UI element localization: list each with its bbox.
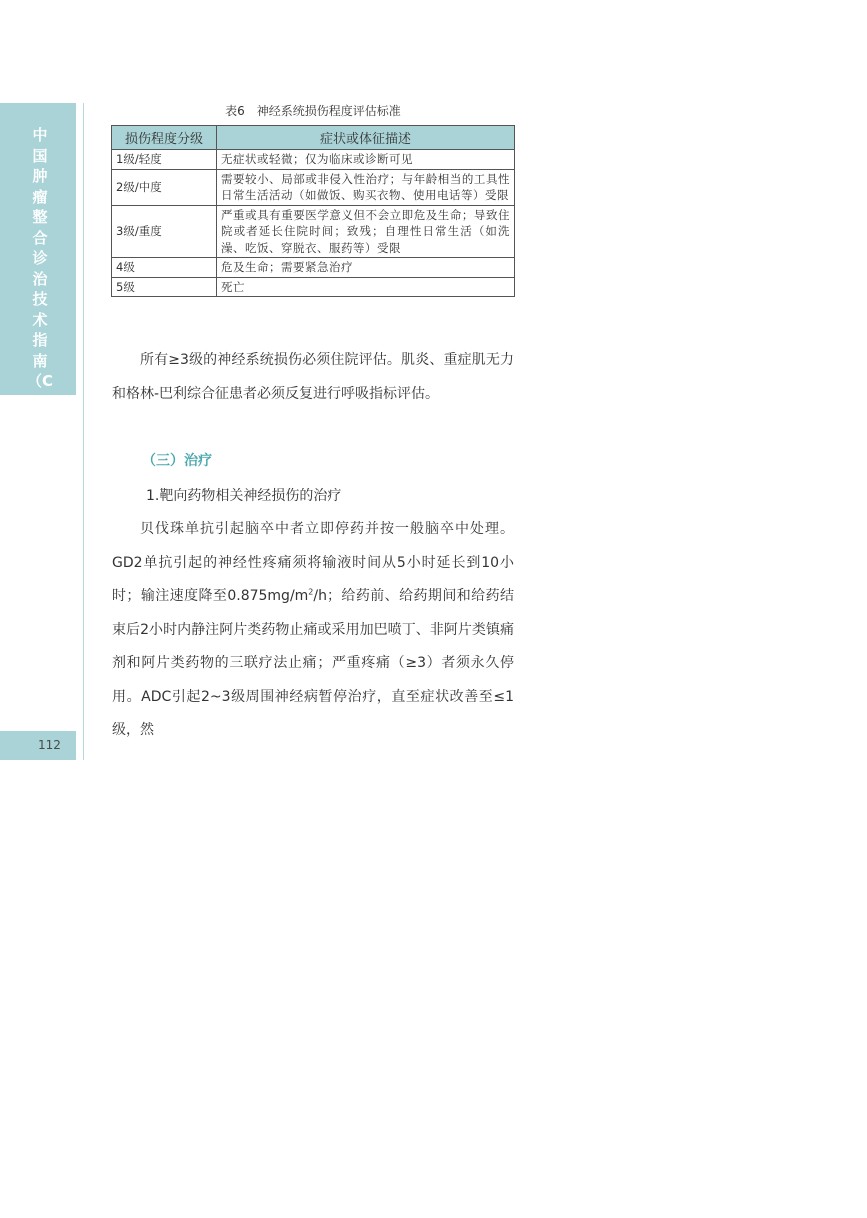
table-row: [112, 277, 515, 297]
paragraph-text: [112, 513, 514, 748]
table-row: [112, 169, 515, 205]
description-cell: 危及生命；需要紧急治疗: [217, 258, 515, 278]
description-cell: 需要较小、局部或非侵入性治疗；与年龄相当的工具性日常生活活动（如做饭、购买衣物、使用电话等）受限: [217, 169, 515, 205]
paragraph-text: 所有≥3级的神经系统损伤必须住院评估。肌炎、重症肌无力和格林-巴利综合征患者必须反复进行呼吸指标评估。: [112, 352, 514, 402]
description-cell: 死亡: [217, 277, 515, 297]
sidebar-book-title: 中国肿瘤整合诊治技术指南（CACA）: [27, 126, 54, 431]
table-row: [112, 205, 515, 258]
severity-table: [111, 125, 515, 297]
paragraph-treatment: [112, 513, 514, 748]
table-row: [112, 258, 515, 278]
description-cell: 严重或具有重要医学意义但不会立即危及生命；导致住院或者延长住院时间；致残；自理性日常生活（如洗澡、吃饭、穿脱衣、服药等）受限: [217, 205, 515, 258]
table-caption: 表6 神经系统损伤程度评估标准: [225, 104, 401, 118]
grade-cell: 1级/轻度: [112, 150, 217, 170]
section-heading: （三）治疗: [142, 453, 212, 469]
paragraph-text-part1: 贝伐珠单抗引起脑卒中者立即停药并按一般脑卒中处理。GD2单抗引起的神经性疼痛须将输液时间从5小时延长到10小时；输注速度降至0.875mg/m: [112, 521, 514, 604]
table-header-row: [112, 126, 515, 150]
description-cell: 无症状或轻微；仅为临床或诊断可见: [217, 150, 515, 170]
paragraph-assessment: [112, 344, 514, 411]
grade-cell: 5级: [112, 277, 217, 297]
header-grade: 损伤程度分级: [112, 126, 217, 150]
page-number: 112: [38, 738, 61, 752]
grade-cell: 4级: [112, 258, 217, 278]
superscript: 2: [308, 587, 314, 597]
header-description: 症状或体征描述: [217, 126, 515, 150]
paragraph-text-part2: /h；给药前、给药期间和给药结束后2小时内静注阿片类药物止痛或采用加巴喷丁、非阿片类镇痛剂和阿片类药物的三联疗法止痛；严重疼痛（≥3）者须永久停用。ADC引起2~3级周围神经病暂停治疗，直至症状改善至≤1级，然: [112, 588, 514, 738]
vertical-rule: [83, 103, 84, 760]
subsection-heading: 1.靶向药物相关神经损伤的治疗: [146, 488, 342, 504]
table-row: [112, 150, 515, 170]
grade-cell: 3级/重度: [112, 205, 217, 258]
grade-cell: 2级/中度: [112, 169, 217, 205]
